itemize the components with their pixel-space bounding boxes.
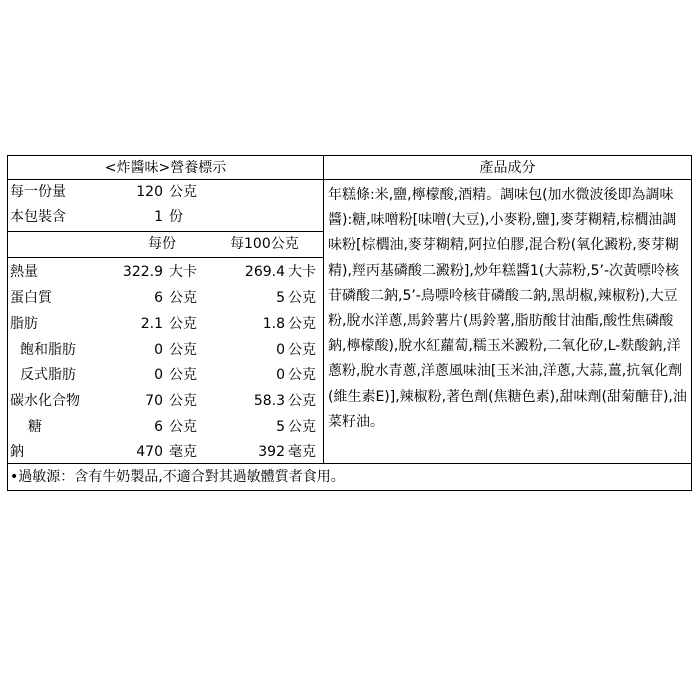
ingredients-text: 年糕條:米,鹽,檸檬酸,酒精。調味包(加水微波後即為調味醬):糖,味噌粉[味噌(大豆),小麥粉,鹽],麥芽糊精,棕櫚油調味粉[棕櫚油,麥芽糊精,阿拉伯膠,混合粉(氧化澱粉,麥芽糊精),羥丙基磷酸二澱粉],炒年糕醬1(大蒜粉,5’-次黃嘌呤核苷磷酸二鈉,5’-鳥嘌呤核苷磷酸二鈉,黑胡椒,辣椒粉),大豆粉,脫水洋蔥,馬鈴薯片(馬鈴薯,脂肪酸甘油酯,酸性焦磷酸鈉,檸檬酸),脫水紅蘿蔔,糯玉米澱粉,二氧化矽,L-麩酸鈉,洋蔥粉,脫水青蔥,洋蔥風味油[玉米油,洋蔥,大蒜,薑,抗氧化劑(維生素E)],辣椒粉,著色劑(焦糖色素),甜味劑(甜菊醣苷),油菜籽油。 (328, 187, 687, 430)
servings-label: 本包裝含 (10, 209, 66, 225)
per-100g-unit: 大卡 (288, 264, 316, 280)
nutrient-name: 糖 (28, 419, 42, 435)
ingredients-panel (324, 156, 691, 463)
per-100g-value: 1.8 (262, 316, 285, 332)
servings-row (8, 205, 323, 230)
per-100g-unit: 公克 (288, 393, 316, 409)
serving-size-value: 120 (136, 184, 163, 200)
per-serving-unit: 公克 (169, 419, 197, 435)
per-serving-value: 6 (154, 290, 163, 306)
nutrient-row (8, 312, 323, 337)
per-serving-value: 470 (136, 444, 163, 460)
column-header-row (8, 232, 323, 257)
nutrient-row (8, 363, 323, 388)
per-serving-unit: 公克 (169, 290, 197, 306)
per-100g-value: 0 (276, 367, 285, 383)
per-100g-unit: 公克 (288, 367, 316, 383)
nutrient-row (8, 440, 323, 465)
per-serving-unit: 公克 (169, 316, 197, 332)
nutrient-row (8, 389, 323, 414)
per-serving-unit: 毫克 (169, 444, 197, 460)
serving-size-unit: 公克 (169, 184, 197, 200)
nutrient-row (8, 338, 323, 363)
nutrient-name: 脂肪 (10, 316, 38, 332)
nutrient-row (8, 260, 323, 285)
nutrient-name: 飽和脂肪 (20, 342, 76, 358)
per-serving-value: 322.9 (122, 264, 163, 280)
nutrient-row (8, 415, 323, 440)
per-100g-unit: 公克 (288, 290, 316, 306)
per-serving-value: 0 (154, 367, 163, 383)
per-100g-value: 392 (258, 444, 285, 460)
per-100g-value: 0 (276, 342, 285, 358)
per-100g-unit: 公克 (288, 419, 316, 435)
nutrient-name: 熱量 (10, 264, 38, 280)
per-serving-unit: 公克 (169, 367, 197, 383)
nutrient-name: 反式脂肪 (20, 367, 76, 383)
per-serving-value: 2.1 (140, 316, 163, 332)
per-serving-value: 6 (154, 419, 163, 435)
nutrition-label (7, 155, 692, 491)
per-serving-unit: 公克 (169, 393, 197, 409)
serving-size-row (8, 180, 323, 205)
per-100g-unit: 公克 (288, 316, 316, 332)
divider (8, 257, 323, 258)
nutrition-title: <炸醬味>營養標示 (8, 156, 323, 180)
ingredients-title: 產品成分 (324, 156, 691, 180)
per-serving-value: 70 (145, 393, 163, 409)
nutrient-name: 鈉 (10, 444, 24, 460)
per-100g-unit: 毫克 (288, 444, 316, 460)
allergen-notice: •過敏源：含有牛奶製品,不適合對其過敏體質者食用。 (8, 463, 691, 491)
servings-value: 1 (154, 209, 163, 225)
nutrition-facts-panel (8, 156, 324, 463)
serving-size-label: 每一份量 (10, 184, 66, 200)
per-serving-value: 0 (154, 342, 163, 358)
col-per-serving: 每份 (148, 236, 176, 252)
nutrient-row (8, 286, 323, 311)
per-100g-value: 5 (276, 419, 285, 435)
per-100g-value: 5 (276, 290, 285, 306)
per-serving-unit: 公克 (169, 342, 197, 358)
nutrient-name: 蛋白質 (10, 290, 52, 306)
nutrient-name: 碳水化合物 (10, 393, 80, 409)
per-100g-value: 58.3 (253, 393, 285, 409)
per-100g-value: 269.4 (244, 264, 285, 280)
per-100g-unit: 公克 (288, 342, 316, 358)
per-serving-unit: 大卡 (169, 264, 197, 280)
col-per-100g: 每100公克 (230, 236, 299, 252)
servings-unit: 份 (169, 209, 183, 225)
